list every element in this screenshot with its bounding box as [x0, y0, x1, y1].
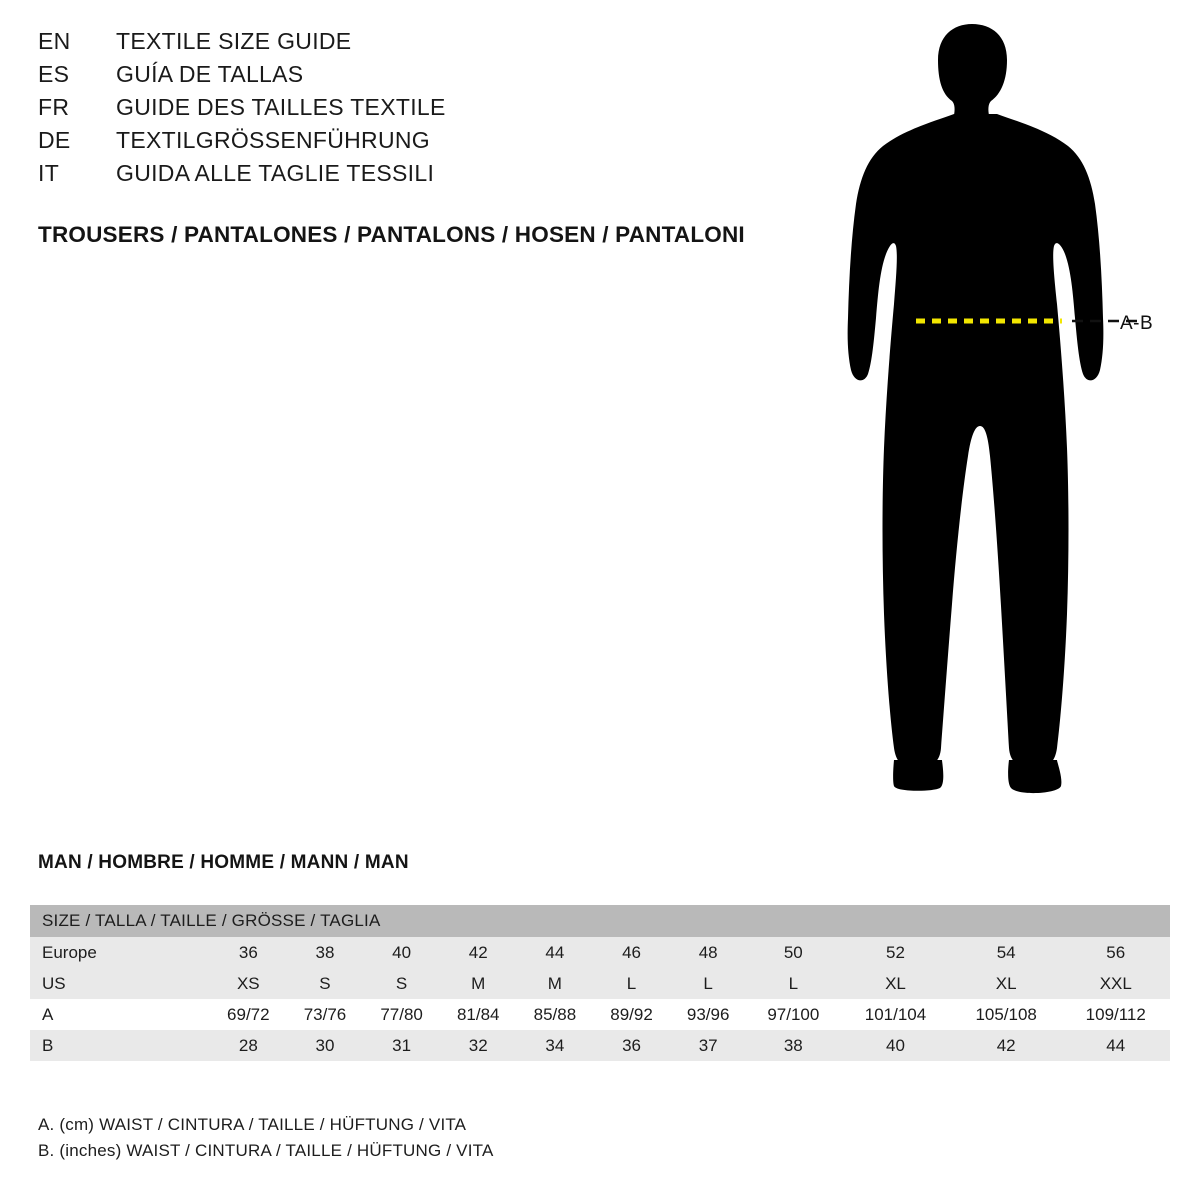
table-row [30, 937, 1170, 968]
cell: 44 [517, 937, 594, 968]
cell: 28 [210, 1030, 287, 1061]
cell: 73/76 [287, 999, 364, 1030]
cell: 50 [746, 937, 840, 968]
cell: 42 [951, 1030, 1062, 1061]
cell: 52 [840, 937, 951, 968]
language-title: TEXTILE SIZE GUIDE [116, 28, 352, 54]
cell: S [363, 968, 440, 999]
table-row [30, 999, 1170, 1030]
language-code: EN [38, 28, 71, 54]
language-row [38, 127, 818, 160]
cell: 40 [840, 1030, 951, 1061]
cell: 97/100 [746, 999, 840, 1030]
cell: M [440, 968, 517, 999]
footnote-b: B. (inches) WAIST / CINTURA / TAILLE / HÜFTUNG / VITA [38, 1141, 494, 1160]
cell: 85/88 [517, 999, 594, 1030]
male-silhouette-figure [820, 18, 1200, 808]
cell: 109/112 [1062, 999, 1170, 1030]
cell: 89/92 [593, 999, 670, 1030]
language-title: GUÍA DE TALLAS [116, 61, 304, 87]
cell: XS [210, 968, 287, 999]
row-label: Europe [30, 937, 210, 968]
cell: 37 [670, 1030, 747, 1061]
row-label: B [30, 1030, 210, 1061]
language-row [38, 61, 818, 94]
cell: 36 [593, 1030, 670, 1061]
row-label: A [30, 999, 210, 1030]
language-title: GUIDE DES TAILLES TEXTILE [116, 94, 446, 120]
footnote-a: A. (cm) WAIST / CINTURA / TAILLE / HÜFTUNG / VITA [38, 1115, 467, 1134]
cell: XL [951, 968, 1062, 999]
language-row [38, 28, 818, 61]
language-row [38, 160, 818, 193]
language-title: GUIDA ALLE TAGLIE TESSILI [116, 160, 435, 186]
language-code: DE [38, 127, 71, 153]
cell: L [746, 968, 840, 999]
cell: 81/84 [440, 999, 517, 1030]
cell: 30 [287, 1030, 364, 1061]
language-title-list [38, 28, 818, 193]
size-chart-table [30, 905, 1170, 1061]
cell: 32 [440, 1030, 517, 1061]
cell: 38 [746, 1030, 840, 1061]
garment-type-title: TROUSERS / PANTALONES / PANTALONS / HOSEN / PANTALONI [38, 222, 745, 247]
footnotes [38, 1112, 494, 1164]
language-code: IT [38, 160, 60, 186]
cell: 42 [440, 937, 517, 968]
language-code: FR [38, 94, 70, 120]
cell: 46 [593, 937, 670, 968]
silhouette-shape [848, 24, 1104, 793]
cell: 77/80 [363, 999, 440, 1030]
cell: S [287, 968, 364, 999]
row-label: US [30, 968, 210, 999]
cell: 93/96 [670, 999, 747, 1030]
language-title: TEXTILGRÖSSENFÜHRUNG [116, 127, 430, 153]
cell: 34 [517, 1030, 594, 1061]
language-row [38, 94, 818, 127]
cell: XXL [1062, 968, 1170, 999]
language-code: ES [38, 61, 70, 87]
gender-section-title: MAN / HOMBRE / HOMME / MANN / MAN [38, 852, 409, 873]
cell: 69/72 [210, 999, 287, 1030]
cell: 105/108 [951, 999, 1062, 1030]
cell: 44 [1062, 1030, 1170, 1061]
cell: M [517, 968, 594, 999]
cell: 54 [951, 937, 1062, 968]
cell: L [593, 968, 670, 999]
cell: 56 [1062, 937, 1170, 968]
cell: L [670, 968, 747, 999]
measure-ab-label: A-B [1120, 313, 1154, 334]
cell: 36 [210, 937, 287, 968]
cell: 40 [363, 937, 440, 968]
table-header-label: SIZE / TALLA / TAILLE / GRÖSSE / TAGLIA [30, 905, 1170, 937]
table-row [30, 1030, 1170, 1061]
cell: 31 [363, 1030, 440, 1061]
table-row [30, 968, 1170, 999]
cell: 101/104 [840, 999, 951, 1030]
cell: 38 [287, 937, 364, 968]
cell: 48 [670, 937, 747, 968]
cell: XL [840, 968, 951, 999]
table-header-row [30, 905, 1170, 937]
